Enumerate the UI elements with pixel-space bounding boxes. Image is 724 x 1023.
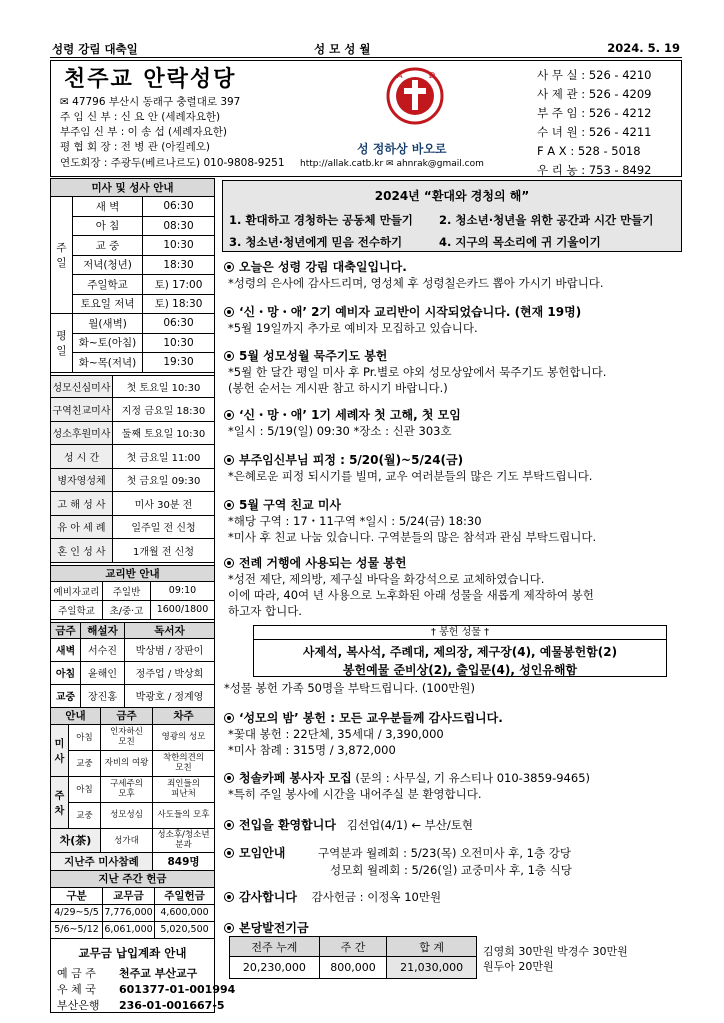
bullet-icon	[224, 773, 234, 783]
tea-row: 차(茶) 성가대 성소후/청소년 분과	[51, 829, 214, 853]
mass-row	[73, 295, 214, 315]
fund-header: 합 계	[387, 937, 477, 957]
sacrament-time: 미사 30분 전	[134, 499, 193, 511]
guide-cell: 죄인들의 피난처	[167, 779, 200, 799]
welcome-notice: 전입을 환영합니다 김선업(4/1) ← 부산/토현	[224, 817, 473, 833]
duty-cell: 정주업 / 박상희	[135, 669, 204, 680]
fund-value: 800,000	[319, 957, 386, 979]
notice-title: 전례 거행에 사용되는 성물 봉헌	[239, 556, 407, 570]
duty-cell: 박광호 / 정계영	[135, 692, 204, 703]
mass-row	[73, 314, 214, 334]
phone-convent: 수 녀 원 : 526 - 4211	[537, 125, 652, 139]
offering-row	[51, 905, 214, 922]
fund-value: 21,030,000	[387, 957, 477, 979]
bullet-icon	[224, 307, 234, 317]
guide-cell: 인자하신 모친	[101, 725, 153, 750]
svg-text:A: A	[397, 71, 403, 80]
catechism-cell: 주일학교	[51, 601, 103, 619]
offering-cell: 5/6~5/12	[51, 922, 103, 938]
sidebar-heading: 지난 주간 헌금	[51, 871, 214, 888]
sacrament-row	[51, 398, 214, 422]
notice-line: *미사 후 친교 나눔 있습니다. 구역분들의 많은 참석과 관심 부탁드립니다.	[228, 530, 597, 544]
mass-row	[73, 217, 214, 237]
meeting-lines	[318, 845, 572, 879]
account-title: 교무금 납입계좌 안내	[78, 945, 187, 960]
address: ✉ 47796 부산시 동래구 충렬대로 397	[60, 96, 241, 108]
offering-items-line: 봉헌예물 준비상(2), 출입문(4), 성인유해함	[342, 663, 578, 677]
feast-label: 성령 강림 대축일	[52, 42, 138, 56]
notice-line: *미사 참례 : 315명 / 3,872,000	[228, 743, 396, 757]
sacrament-row	[51, 445, 214, 469]
sacrament-row	[51, 539, 214, 563]
mass-label: 새 벽	[73, 197, 143, 216]
notice-line: *특히 주일 봉사에 시간을 내어주실 분 환영합니다.	[228, 787, 482, 801]
bullet-icon	[224, 820, 234, 830]
guide-cell: 아침	[69, 725, 101, 750]
fund-donors	[483, 944, 628, 974]
duty-cell: 교중	[51, 685, 81, 707]
guide-group-label: 주 차	[51, 777, 69, 829]
catechism-row	[51, 601, 214, 620]
bullet-icon	[224, 848, 234, 858]
mass-row	[73, 353, 214, 373]
notice-title: 청솔카페 봉사자 모집	[239, 771, 352, 785]
notice	[224, 555, 594, 619]
mass-row	[73, 256, 214, 276]
parish-logo	[385, 66, 445, 126]
mass-label: 화~토(아침)	[73, 334, 143, 353]
duty-cell: 장진홍	[81, 685, 125, 707]
parish-name: 천주교 안락성당	[64, 67, 237, 92]
offering-cell: 6,061,000	[103, 922, 155, 938]
notice-extra: (문의 : 사무실, 기 유스티나 010-3859-9465)	[351, 771, 590, 785]
mail-icon: ✉	[60, 96, 73, 108]
offering-cell: 5,020,500	[160, 924, 209, 935]
notice	[224, 710, 503, 758]
patron-saint: 성 정하상 바오로	[357, 142, 447, 156]
notice-line: *성령의 은사에 감사드리며, 영성체 후 성령칠은카드 뽑아 가시기 바랍니다.	[228, 276, 604, 290]
theme-item: 2. 청소년·청년을 위한 공간과 시간 만들기	[439, 213, 654, 227]
sacrament-label: 유 아 세 례	[51, 516, 113, 539]
offering-note: *성물 봉헌 가족 50명을 부탁드립니다. (100만원)	[224, 681, 475, 695]
meeting-notice: 모임안내	[224, 845, 285, 861]
guide-cell: 사도들의 모후	[157, 810, 210, 820]
sidebar	[50, 178, 236, 1013]
notice-line: *은혜로운 피정 되시기를 빌며, 교우 여러분들의 많은 기도 부탁드립니다.	[228, 469, 593, 483]
svg-text:Ω: Ω	[429, 71, 436, 80]
sacrament-label: 성모신심미사	[51, 376, 113, 398]
fund-title: 본당발전기금	[224, 920, 309, 936]
sacrament-row	[51, 469, 214, 493]
mass-time: 토) 18:30	[154, 298, 203, 311]
weekday-label: 평 일	[51, 314, 73, 373]
mass-time: 10:30	[163, 336, 194, 349]
offering-items-box	[253, 625, 667, 677]
sacrament-time: 일주일 전 신청	[131, 523, 196, 535]
guide-row	[69, 725, 214, 751]
phone-assistant: 부 주 임 : 526 - 4212	[537, 106, 652, 120]
bullet-icon	[224, 558, 234, 568]
guide-cell: 아침	[69, 777, 101, 802]
mass-row	[73, 236, 214, 256]
notice	[224, 452, 592, 484]
notice	[224, 407, 461, 439]
thanks-notice: 감사합니다 감사헌금 : 이정옥 10만원	[224, 889, 441, 905]
mass-time: 10:30	[163, 239, 194, 252]
notice	[224, 497, 596, 545]
sacrament-row	[51, 422, 214, 446]
notice	[224, 770, 590, 802]
mass-label: 교 중	[73, 236, 143, 255]
catechism-cell: 초/중·고	[103, 601, 151, 619]
meeting-line: 성모회 월례회 : 5/26(일) 교중미사 후, 1층 식당	[330, 863, 572, 877]
phone-office: 사 무 실 : 526 - 4210	[537, 68, 652, 82]
council-president: 평 협 회 장 : 전 병 관 (아킬레오)	[60, 141, 211, 153]
mass-time: 19:30	[163, 356, 194, 369]
notice-line: *5월 한 달간 평일 미사 후 Pr.별로 야외 성모상앞에서 묵주기도 봉헌합니다.	[228, 365, 607, 379]
guide-cell: 성모성심	[101, 803, 153, 828]
theme-title: 2024년 “환대와 경청의 해”	[374, 189, 530, 203]
pastor: 주 임 신 부 : 신 요 안 (세례자요한)	[60, 111, 221, 123]
fund-value: 20,230,000	[230, 957, 320, 979]
sacrament-row	[51, 492, 214, 516]
mass-label: 아 침	[73, 217, 143, 236]
notice	[224, 304, 581, 336]
catechism-row	[51, 582, 214, 601]
guide-header: 안내 금주 차주	[51, 708, 214, 725]
theme-item: 1. 환대하고 경청하는 공동체 만들기	[229, 213, 413, 227]
mass-row	[73, 275, 214, 295]
fund-table	[229, 936, 477, 979]
fund-header: 전주 누계	[230, 937, 320, 957]
sacrament-row	[51, 375, 214, 399]
offering-items-title: † 봉헌 성물 †	[254, 626, 666, 640]
bullet-icon	[224, 455, 234, 465]
guide-cell: 영광의 성모	[161, 732, 206, 742]
duty-header: 금주 해설자 독서자	[51, 622, 214, 639]
phone-list	[537, 66, 652, 180]
guide-cell: 자비의 여왕	[101, 751, 153, 776]
phone-rectory: 사 제 관 : 526 - 4209	[537, 87, 652, 101]
guide-cell: 교중	[69, 751, 101, 776]
notice	[224, 259, 604, 291]
sacrament-label: 혼 인 성 사	[51, 539, 113, 562]
sacrament-time: 첫 금요일 09:30	[126, 476, 201, 488]
fund-header: 주 간	[319, 937, 386, 957]
coordinator: 연도회장 : 주광두(베르나르도) 010-9808-9251	[60, 157, 285, 169]
guide-row	[69, 803, 214, 829]
notice	[224, 348, 606, 396]
theme-item: 3. 청소년·청년에게 믿음 전수하기	[229, 235, 403, 249]
mass-label: 월(새벽)	[73, 314, 143, 333]
mass-time: 08:30	[163, 219, 194, 232]
phone-farm: 우 리 농 : 753 - 8492	[537, 163, 652, 177]
sacrament-time: 첫 토요일 10:30	[126, 382, 201, 394]
sacrament-label: 구역친교미사	[51, 398, 113, 421]
duty-cell: 아침	[51, 662, 81, 684]
sacrament-label: 성소후원미사	[51, 422, 113, 445]
donor-line: 김영희 30만원 박경수 30만원	[483, 945, 628, 958]
guide-cell: 구세주의 모후	[101, 777, 153, 802]
assistant-pastor: 부주임 신 부 : 이 송 섭 (세례자요한)	[60, 126, 227, 138]
account-row: 우 체 국 601377-01-001994	[57, 982, 236, 996]
bullet-icon	[224, 500, 234, 510]
duty-cell: 박상범 / 장판이	[135, 646, 204, 657]
date-label: 2024. 5. 19	[607, 41, 680, 55]
catechism-cell: 09:10	[168, 585, 197, 596]
sidebar-heading: 미사 및 성사 안내	[51, 179, 214, 197]
offering-row	[51, 922, 214, 939]
bullet-icon	[224, 351, 234, 361]
mass-time: 토) 17:00	[154, 278, 203, 291]
mass-label: 화~목(저녁)	[73, 353, 143, 372]
duty-cell: 윤해인	[81, 662, 125, 684]
bullet-icon	[224, 410, 234, 420]
guide-cell: 착한의견의 모친	[162, 753, 205, 773]
sacrament-time: 지정 금요일 18:30	[121, 405, 206, 417]
sacrament-time: 1개월 전 신청	[132, 546, 195, 558]
month-label: 성 모 성 월	[314, 42, 371, 56]
duty-row	[51, 662, 214, 685]
bullet-icon	[224, 713, 234, 723]
account-row: 부산은행 236-01-001667-5	[57, 998, 225, 1012]
year-theme	[222, 180, 682, 252]
offering-cell: 7,776,000	[103, 905, 155, 921]
duty-row	[51, 685, 214, 708]
bullet-icon	[224, 262, 234, 272]
mass-time: 06:30	[163, 200, 194, 213]
notice-line: *일시 : 5/19(일) 09:30 *장소 : 신관 303호	[228, 424, 452, 438]
notice-title: ‘성모의 밤’ 봉헌 : 모든 교우분들께 감사드립니다.	[239, 711, 503, 725]
account-row: 예 금 주 천주교 부산교구	[57, 966, 198, 980]
notice-title: 5월 성모성월 묵주기도 봉헌	[239, 349, 388, 363]
donor-line: 원두아 20만원	[483, 960, 554, 973]
notice-title: 오늘은 성령 강림 대축일입니다.	[239, 260, 407, 274]
email-icon: ✉	[386, 159, 394, 169]
notice-title: ‘신・망・애’ 2기 예비자 교리반이 시작되었습니다. (현재 19명)	[239, 305, 582, 319]
website-link[interactable]: http://allak.catb.kr ✉ ahnrak@gmail.com	[300, 159, 484, 169]
duty-cell: 서수진	[81, 639, 125, 661]
meeting-line: 구역분과 월례회 : 5/23(목) 오전미사 후, 1층 강당	[318, 846, 571, 860]
mass-row	[73, 197, 214, 217]
sacrament-time: 둘째 토요일 10:30	[121, 429, 206, 441]
sunday-label: 주 일	[51, 197, 73, 314]
mass-time: 06:30	[163, 317, 194, 330]
duty-row	[51, 639, 214, 662]
guide-row	[69, 751, 214, 777]
phone-fax: F A X : 528 - 5018	[537, 144, 641, 158]
attendance-row: 지난주 미사참례 849명	[51, 853, 214, 871]
notice-line: 하고자 합니다.	[228, 604, 302, 618]
notice-line: *성전 제단, 제의방, 제구실 바닥을 화강석으로 교체하였습니다.	[228, 572, 545, 586]
sidebar-heading: 교리반 안내	[51, 565, 214, 582]
sacrament-time: 첫 금요일 11:00	[126, 452, 201, 464]
offering-items-line: 사제석, 복사석, 주례대, 제의장, 제구장(4), 예물봉헌함(2)	[302, 645, 618, 659]
notice-line: *해당 구역 : 17・11구역 *일시 : 5/24(금) 18:30	[228, 514, 482, 528]
mass-label: 주일학교	[73, 275, 143, 294]
catechism-cell: 1600/1800	[156, 604, 209, 615]
sacrament-row	[51, 516, 214, 540]
mass-label: 저녁(청년)	[73, 256, 143, 275]
mass-row	[73, 334, 214, 354]
guide-cell: 교중	[69, 803, 101, 828]
catechism-cell: 예비자교리	[51, 582, 103, 600]
notice-title: ‘신・망・애’ 1기 세례자 첫 고해, 첫 모임	[239, 408, 461, 422]
notice-title: 5월 구역 친교 미사	[239, 498, 342, 512]
sacrament-label: 병자영성체	[51, 469, 113, 492]
header-bar	[50, 40, 682, 58]
bullet-icon	[224, 923, 234, 933]
sacrament-label: 성 시 간	[51, 445, 113, 468]
bullet-icon	[224, 892, 234, 902]
notice-line: *꽃대 봉헌 : 22단체, 35세대 / 3,390,000	[228, 727, 444, 741]
mass-time: 18:30	[163, 258, 194, 271]
offering-cell: 4/29~5/5	[51, 905, 103, 921]
notice-line: (봉헌 순서는 게시판 참고 하시기 바랍니다.)	[228, 381, 448, 395]
mass-label: 토요일 저녁	[73, 295, 143, 314]
catechism-cell: 주일반	[103, 582, 151, 600]
notice-line: *5월 19일까지 추가로 예비자 모집하고 있습니다.	[228, 321, 478, 335]
duty-cell: 새벽	[51, 639, 81, 661]
guide-group-label: 미 사	[51, 725, 69, 777]
sacrament-label: 고 해 성 사	[51, 492, 113, 515]
guide-row	[69, 777, 214, 803]
notice-title: 부주임신부님 피정 : 5/20(월)~5/24(금)	[239, 453, 464, 467]
theme-item: 4. 지구의 목소리에 귀 기울이기	[439, 235, 601, 249]
offering-header: 구분 교무금 주일헌금	[51, 888, 214, 905]
offering-cell: 4,600,000	[160, 907, 209, 918]
notice-line: 이에 따라, 40여 년 사용으로 노후화된 아래 성물을 새롭게 제작하여 봉헌	[228, 588, 594, 602]
